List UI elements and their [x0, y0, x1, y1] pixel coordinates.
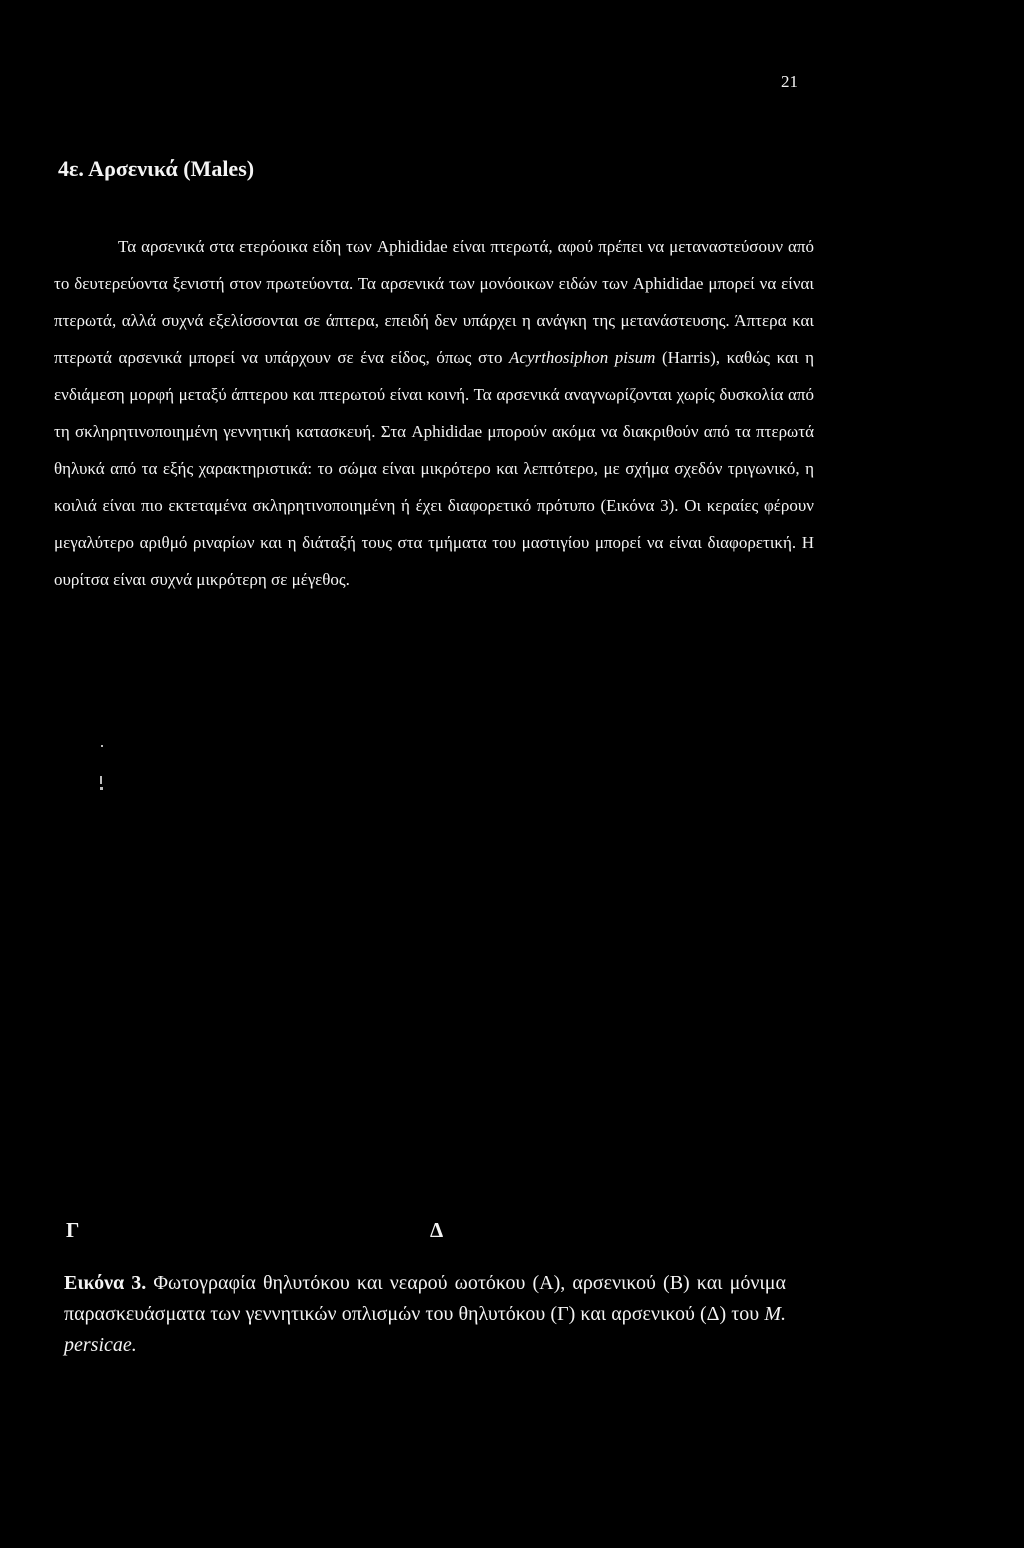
- section-heading: 4ε. Αρσενικά (Males): [58, 156, 255, 181]
- body-text-part-1: Τα αρσενικά στα ετερόοικα είδη των Aphididae είναι πτερωτά, αφού πρέπει να μεταναστεύσουν από το δευτερεύοντα ξενιστή στον πρωτεύοντα. Τα αρσενικά των μονόοικων ειδών των Aphididae μπορεί να είναι πτερωτά, αλλά συχνά εξελίσσονται σε άπτερα, επειδή δεν υπάρχει η ανάγκη της μετανάστευσης. Άπτερα και πτερωτά αρσενικά μπορεί να υπάρχουν σε ένα είδος, όπως στο: [54, 237, 814, 367]
- figure-label-delta: Δ: [430, 1218, 444, 1242]
- caption-species: M. persicae.: [64, 1303, 786, 1356]
- scan-speck: [100, 787, 103, 790]
- body-text-part-2: (Harris), καθώς και η ενδιάμεση μορφή μεταξύ άπτερου και πτερωτού είναι κοινή. Τα αρσενικά αναγνωρίζονται χωρίς δυσκολία από τη σκληρητινοποιημένη γεννητική κατασκευή. Στα Aphididae μπορούν ακόμα να διακριθούν από τα πτερωτά θηλυκά από τα εξής χαρακτηριστικά: το σώμα είναι μικρότερο και λεπτότερο, με σχήμα σχεδόν τριγωνικό, η κοιλιά είναι πιο εκτεταμένα σκληρητινοποιημένη ή έχει διαφορετικό πρότυπο (Εικόνα 3). Οι κεραίες φέρουν μεγαλύτερο αριθμό ριναρίων και η διάταξή τους στα τμήματα του μαστιγίου μπορεί να είναι διαφορετική. Η ουρίτσα είναι συχνά μικρότερη σε μέγεθος.: [54, 348, 815, 589]
- scan-speck: [101, 745, 103, 747]
- scan-speck: [100, 776, 102, 784]
- caption-text: Φωτογραφία θηλυτόκου και νεαρού ωοτόκου (Α), αρσενικού (Β) και μόνιμα παρασκευάσματα των γεννητικών οπλισμών του θηλυτόκου (Γ) και αρσενικού (Δ) του: [64, 1272, 786, 1325]
- page-number: 21: [781, 72, 798, 91]
- body-paragraph: [54, 228, 814, 598]
- species-name-italic: Acyrthosiphon pisum: [509, 348, 656, 367]
- caption-label: Εικόνα 3.: [64, 1272, 147, 1294]
- figure-label-gamma: Γ: [66, 1218, 80, 1242]
- figure-caption: [64, 1268, 786, 1361]
